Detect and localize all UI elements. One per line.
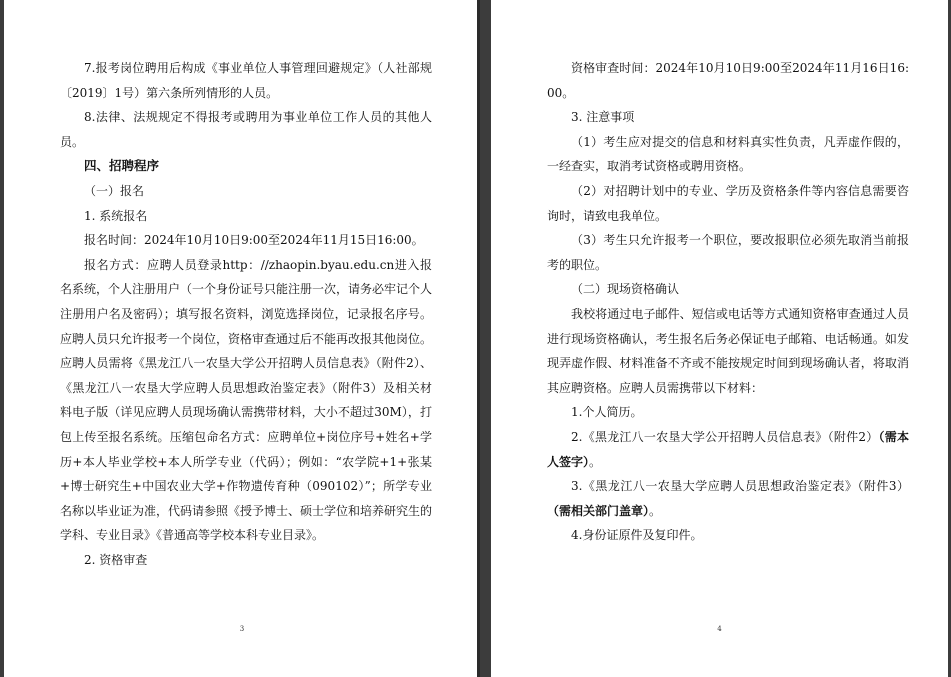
paragraph: （1）考生应对提交的信息和材料真实性负责，凡弄虚作假的，一经查实，取消考试资格或聘用资格。	[547, 134, 909, 174]
paragraph: 我校将通过电子邮件、短信或电话等方式通知资格审查通过人员进行现场资格确认，考生报名后务必保证电子邮箱、电话畅通。如发现弄虚作假、材料准备不齐或不能按规定时间到现场确认者，将取消其应聘资格。应聘人员需携带以下材料：	[547, 306, 909, 395]
list-item: 4.身份证原件及复印件。	[571, 528, 703, 543]
paragraph: 报名时间：2024年10月10日9:00至2024年11月15日16:00。	[84, 233, 424, 248]
list-item-end: 。	[649, 503, 662, 518]
list-item-end: 。	[589, 454, 602, 469]
page-body	[60, 56, 432, 572]
document-page-left	[4, 0, 480, 677]
paragraph: 报名方式：应聘人员登录http：//zhaopin.byau.edu.cn进入报名系统，个人注册用户（一个身份证号只能注册一次，请务必牢记个人注册用户名及密码）；填写报名资料，浏览选择岗位，记录报名序号。应聘人员只允许报考一个岗位，资格审查通过后不能再改报其他岗位。应聘人员需将《黑龙江八一农垦大学公开招聘人员信息表》（附件2）、《黑龙江八一农垦大学应聘人员思想政治鉴定表》（附件3）及相关材料电子版（详见应聘人员现场确认需携带材料，大小不超过30M），打包上传至报名系统。压缩包命名方式：应聘单位+岗位序号+姓名+学历+本人毕业学校+本人所学专业（代码）；例如：“农学院+1+张某+博士研究生+中国农业大学+作物遗传育种（090102）”；所学专业名称以毕业证为准，代码请参照《授予博士、硕士学位和培养研究生的学科、专业目录》《普通高等学校本科专业目录》。	[60, 257, 433, 543]
list-item	[547, 425, 909, 474]
list-item-bold-note: （需相关部门盖章）	[547, 503, 650, 518]
paragraph: （3）考生只允许报考一个职位，要改报职位必须先取消当前报考的职位。	[547, 233, 909, 272]
list-item-bold-note: （需本人签字）	[547, 429, 909, 469]
page-body	[547, 56, 909, 548]
paragraph: 资格审查时间：2024年10月10日9:00至2024年11月16日16:00。	[547, 61, 909, 100]
subsection-heading: （一）报名	[84, 183, 145, 198]
list-item	[547, 474, 909, 523]
subsection-heading: 3. 注意事项	[571, 110, 635, 125]
section-heading: 四、招聘程序	[84, 158, 160, 174]
subsection-heading: （二）现场资格确认	[571, 282, 680, 297]
list-item-text: 2.《黑龙江八一农垦大学公开招聘人员信息表》（附件2）	[571, 429, 879, 444]
subsection-heading: 1. 系统报名	[84, 208, 148, 223]
list-item: 1.个人简历。	[571, 405, 643, 420]
list-item-text: 3.《黑龙江八一农垦大学应聘人员思想政治鉴定表》（附件3）	[571, 479, 909, 494]
paragraph: 7.报考岗位聘用后构成《事业单位人事管理回避规定》（人社部规〔2019〕1号）第六条所列情形的人员。	[60, 61, 432, 100]
paragraph: （2）对招聘计划中的专业、学历及资格条件等内容信息需要咨询时，请致电我单位。	[547, 183, 909, 223]
page-edge	[477, 0, 480, 677]
page-number: 3	[239, 625, 245, 633]
document-page-right	[491, 0, 948, 677]
page-number: 4	[717, 625, 722, 633]
paragraph: 8.法律、法规规定不得报考或聘用为事业单位工作人员的其他人员。	[60, 110, 432, 149]
subsection-heading: 2. 资格审查	[84, 552, 148, 567]
